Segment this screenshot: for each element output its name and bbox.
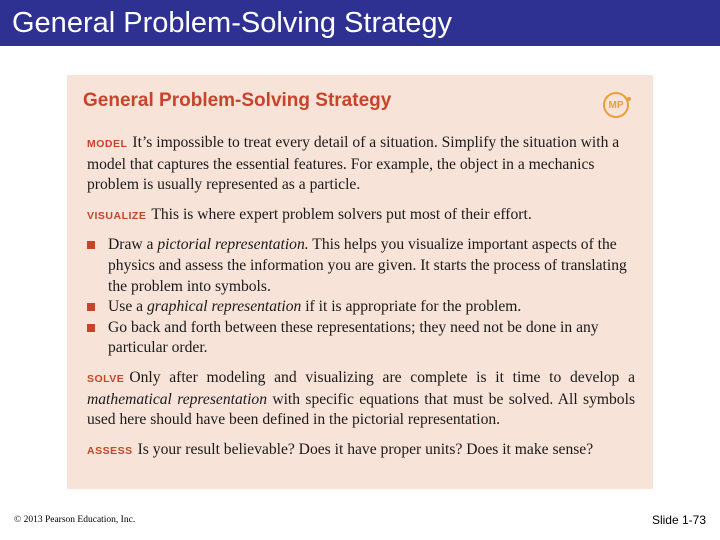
solve-text: Only after modeling and visualizing are complete is it time to develop a (129, 368, 635, 386)
strategy-box (67, 75, 653, 489)
bullet-emphasis: graphical representation (146, 298, 302, 316)
model-paragraph (87, 133, 635, 196)
slide-title: General Problem-Solving Strategy (12, 7, 453, 39)
bullet-square-icon (87, 324, 95, 332)
title-bar (0, 0, 720, 46)
visualize-label: VISUALIZE (87, 209, 147, 222)
assess-text: Is your result believable? Does it have proper units? Does it make sense? (137, 440, 594, 458)
bullet-text: Use a (108, 298, 147, 316)
box-heading: General Problem-Solving Strategy (83, 90, 392, 111)
bullet-text: Draw a (108, 236, 158, 254)
solve-text: with specific equations that must be solved. All symbols used here should have been defined in the pictorial representation. (87, 390, 636, 429)
visualize-paragraph (87, 205, 635, 227)
bullet-text: Go back and forth between these representations; they need not be done in any particular order. (108, 318, 599, 357)
copyright: © 2013 Pearson Education, Inc. (14, 515, 136, 525)
bullet-item (87, 297, 635, 318)
model-label: MODEL (87, 138, 128, 150)
assess-label: ASSESS (87, 444, 133, 457)
bullet-item (87, 235, 635, 297)
bullet-item (87, 318, 635, 359)
bullet-text: if it is appropriate for the problem. (301, 298, 522, 316)
solve-label: SOLVE (87, 372, 125, 385)
visualize-bullets (87, 235, 635, 359)
solve-emphasis: mathematical representation (87, 390, 268, 408)
strategy-text (87, 133, 635, 461)
bullet-square-icon (87, 303, 95, 311)
visualize-text: This is where expert problem solvers put most of their effort. (151, 205, 532, 223)
assess-paragraph (87, 440, 635, 462)
mp-badge-icon: MP (603, 92, 629, 118)
solve-paragraph (87, 368, 635, 431)
bullet-square-icon (87, 241, 95, 249)
model-text: It’s impossible to treat every detail of a situation. Simplify the situation with a model that captures the essential features. For example, the object in a mechanics problem is usually represented as a particle. (87, 134, 620, 194)
bullet-emphasis: pictorial representation. (157, 236, 309, 254)
slide-number: Slide 1-73 (651, 513, 706, 527)
bullet-text: This helps you visualize important aspects of the physics and assess the information you are given. It starts the process of translating the problem into symbols. (108, 236, 627, 295)
